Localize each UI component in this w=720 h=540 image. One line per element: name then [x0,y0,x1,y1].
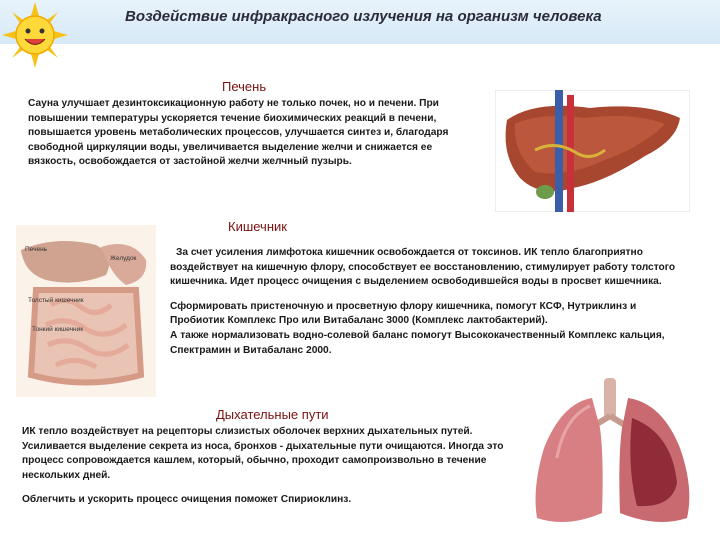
respiratory-text [22,425,522,508]
intestine-text [170,246,690,358]
respiratory-paragraph-1: ИК тепло воздействует на рецепторы слизистых оболочек верхних дыхательных путей. Усиливается выделение секрета из носа, бронхов - дыхательные пути очищаются. Иногда это процесс сопровождается кашлем, который, обычно, проходит самопроизвольно в течение нескольких дней. [22,426,504,481]
intestine-title: Кишечник [228,219,287,234]
intestine-paragraph-1: За счет усиления лимфотока кишечник освобождается от токсинов. ИК тепло благоприятно воздействует на кишечную флору, способствует ее восстановлению, стимулирует работу толстого кишечника. Идет процесс очищения с выделением освободившейся воды в просвет кишечника. [170,247,676,288]
lungs-image [522,378,702,528]
respiratory-title: Дыхательные пути [216,407,329,422]
intestine-label-colon: Толстый кишечник [28,297,84,304]
sun-logo-icon [2,2,68,68]
intestine-paragraph-2: Сформировать пристеночную и просветную флору кишечника, помогут КСФ, Нутриклинз и Пробиотик Комплекс Про или Витабаланс 3000 (Комплекс лактобактерий). [170,300,637,327]
liver-paragraph: Сауна улучшает дезинтоксикационную работу не только почек, но и печени. При повышении температуры ускоряется течение биохимических реакций в печени, повышается уровень метаболических процессов, улучшается синтез и, благодаря свободной циркуляции воды, увеличивается выделение желчи и снижается ее вязкость, освобождается от застойной желчи желчный пузырь. [28,98,449,168]
intestine-label-liver: Печень [25,246,48,253]
header-bar [0,0,720,44]
respiratory-paragraph-2: Облегчить и ускорить процесс очищения поможет Спириоклинз. [22,494,352,506]
page-title: Воздействие инфракрасного излучения на организм человека [125,8,602,25]
liver-title: Печень [222,79,267,94]
liver-text [28,97,453,170]
intestine-paragraph-3: А также нормализовать водно-солевой баланс помогут Высококачественный Комплекс кальция, Спектрамин и Витабаланс 2000. [170,329,665,356]
intestine-label-small: Тонкий кишечник [32,326,84,333]
liver-image [495,90,690,212]
intestine-label-stomach: Желудок [110,255,137,262]
